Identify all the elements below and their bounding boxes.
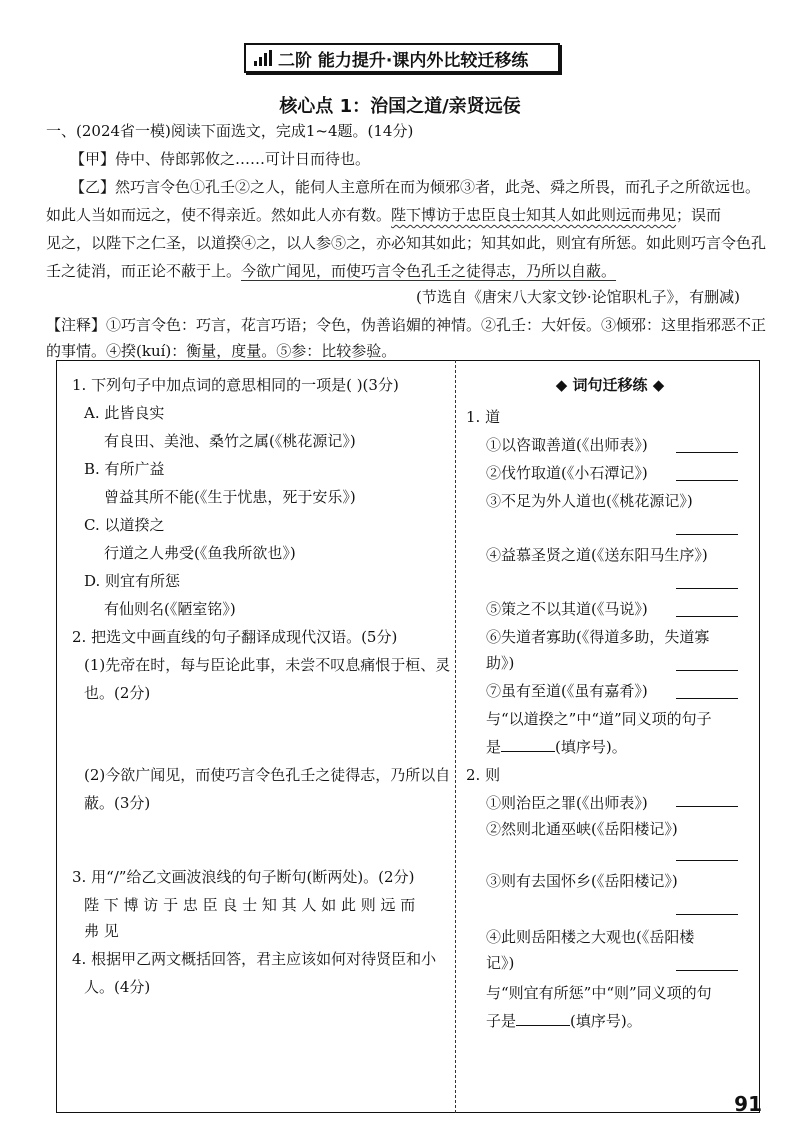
answer-line[interactable] [676, 860, 738, 861]
dao-item-6b: 助》) [486, 654, 515, 672]
wavy-underlined-sentence: 陛下博访于忠臣良士知其人如此则远而弗见 [391, 206, 677, 224]
ze-question-prefix: 子是 [486, 1012, 517, 1030]
q2-sentence-1a: (1)先帝在时，每与臣论此事，未尝不叹息痛恨于桓、灵 [84, 656, 451, 674]
q1-option-b: B. 有所广益 [84, 460, 165, 478]
ze-question-suffix: (填序号)。 [570, 1012, 642, 1030]
q1-option-b-ref: 曾益其所不能(《生于忧患，死于安乐》) [104, 488, 356, 506]
passage-yi-line-2 [46, 204, 758, 226]
notes-line-2: 的事情。④揆(kuí)：衡量，度量。⑤参：比较参验。 [46, 342, 397, 360]
q1-option-a: A. 此皆良实 [84, 404, 165, 422]
dao-item-6a: ⑥失道者寡助(《得道多助，失道寡 [486, 628, 710, 646]
answer-line[interactable] [676, 914, 738, 915]
q2-sentence-2a: (2)今欲广闻见，而使巧言令色孔壬之徒得志，乃所以自 [84, 766, 451, 784]
ze-heading: 2. 则 [466, 766, 501, 784]
yi-text: 壬之徒消，而正论不蔽于上。 [46, 262, 242, 280]
ze-item-1: ①则治臣之罪(《出师表》) [486, 794, 648, 812]
dao-item-3: ③不足为外人道也(《桃花源记》) [486, 492, 693, 510]
straight-underlined-sentence: 今欲广闻见，而使巧言令色孔壬之徒得志，乃所以自蔽。 [241, 262, 617, 280]
q4-stem-line-1: 4. 根据甲乙两文概括回答，君主应该如何对待贤臣和小 [72, 950, 437, 968]
dao-question-1: 与“以道揆之”中“道”同义项的句子 [486, 710, 712, 728]
ze-item-4a: ④此则岳阳楼之大观也(《岳阳楼 [486, 928, 695, 946]
q1-option-d-ref: 有仙则名(《陋室铭》) [104, 600, 236, 618]
passage-source: (节选自《唐宋八大家文钞·论馆职札子》，有删减) [416, 288, 740, 306]
ze-question-1: 与“则宜有所惩”中“则”同义项的句 [486, 984, 712, 1002]
question-intro: 一、(2024省一模)阅读下面选文，完成1~4题。(14分) [46, 122, 414, 140]
q2-sentence-1b: 也。(2分) [84, 684, 151, 702]
yi-text: 如此人当如而远之，使不得亲近。然如此人亦有数。 [46, 206, 392, 224]
q1-stem: 1. 下列句子中加点词的意思相同的一项是( )(3分) [72, 376, 399, 394]
passage-yi-line-4 [46, 260, 758, 282]
ze-item-4b: 记》) [486, 954, 515, 972]
dao-item-5: ⑤策之不以其道(《马说》) [486, 600, 648, 618]
page-number: 91 [734, 1092, 762, 1116]
answer-line[interactable] [676, 480, 738, 481]
q2-sentence-2b: 蔽。(3分) [84, 794, 151, 812]
q1-option-c: C. 以道揆之 [84, 516, 165, 534]
practice-title: ◆ 词句迁移练 ◆ [555, 376, 665, 394]
answer-line[interactable] [676, 970, 738, 971]
dao-heading: 1. 道 [466, 408, 501, 426]
dao-question-2 [486, 736, 627, 758]
answer-line[interactable] [676, 534, 738, 535]
q3-text-line-1: 陛 下 博 访 于 忠 臣 良 士 知 其 人 如 此 则 远 而 [84, 896, 416, 914]
answer-line[interactable] [676, 452, 738, 453]
dao-question-suffix: (填序号)。 [555, 738, 627, 756]
dao-item-7: ⑦虽有至道(《虽有嘉肴》) [486, 682, 648, 700]
q1-option-d: D. 则宜有所惩 [84, 572, 181, 590]
q3-stem: 3. 用“/”给乙文画波浪线的句子断句(断两处)。(2分) [72, 868, 415, 886]
dao-question-prefix: 是 [486, 738, 502, 756]
section-banner [244, 43, 560, 73]
answer-line[interactable] [676, 670, 738, 671]
fill-blank[interactable] [501, 737, 555, 752]
answer-line[interactable] [676, 698, 738, 699]
q1-option-c-ref: 行道之人弗受(《鱼我所欲也》) [104, 544, 296, 562]
ze-item-3: ③则有去国怀乡(《岳阳楼记》) [486, 872, 678, 890]
column-divider [455, 360, 456, 1113]
passage-yi-line-1: 【乙】然巧言令色①孔壬②之人，能伺人主意所在而为倾邪③者，此尧、舜之所畏，而孔子之所欲远也。 [70, 178, 761, 196]
dao-item-2: ②伐竹取道(《小石潭记》) [486, 464, 648, 482]
signal-bars-icon [254, 50, 272, 66]
page-heading: 核心点 1：治国之道/亲贤远佞 [279, 96, 521, 117]
q4-stem-line-2: 人。(4分) [84, 978, 151, 996]
ze-item-2: ②然则北通巫峡(《岳阳楼记》) [486, 820, 678, 838]
fill-blank[interactable] [516, 1011, 570, 1026]
yi-text: ；误而 [676, 206, 722, 224]
answer-line[interactable] [676, 588, 738, 589]
q1-option-a-ref: 有良田、美池、桑竹之属(《桃花源记》) [104, 432, 356, 450]
dao-item-1: ①以咨诹善道(《出师表》) [486, 436, 648, 454]
dao-item-4: ④益慕圣贤之道(《送东阳马生序》) [486, 546, 708, 564]
banner-label: 二阶 能力提升·课内外比较迁移练 [278, 50, 529, 71]
ze-question-2 [486, 1010, 642, 1032]
passage-yi-line-3: 见之，以陛下之仁圣，以道揆④之，以人参⑤之，亦必知其如此；知其如此，则宜有所惩。如此则巧言令色孔 [46, 234, 767, 252]
answer-line[interactable] [676, 806, 738, 807]
answer-line[interactable] [676, 616, 738, 617]
q2-stem: 2. 把选文中画直线的句子翻译成现代汉语。(5分) [72, 628, 398, 646]
notes-line-1: 【注释】①巧言令色：巧言，花言巧语；令色，伪善谄媚的神情。②孔壬：大奸佞。③倾邪：这里指邪恶不正 [46, 316, 767, 334]
q3-text-line-2: 弗 见 [84, 922, 119, 940]
passage-jia: 【甲】侍中、侍郎郭攸之……可计日而待也。 [70, 150, 371, 168]
